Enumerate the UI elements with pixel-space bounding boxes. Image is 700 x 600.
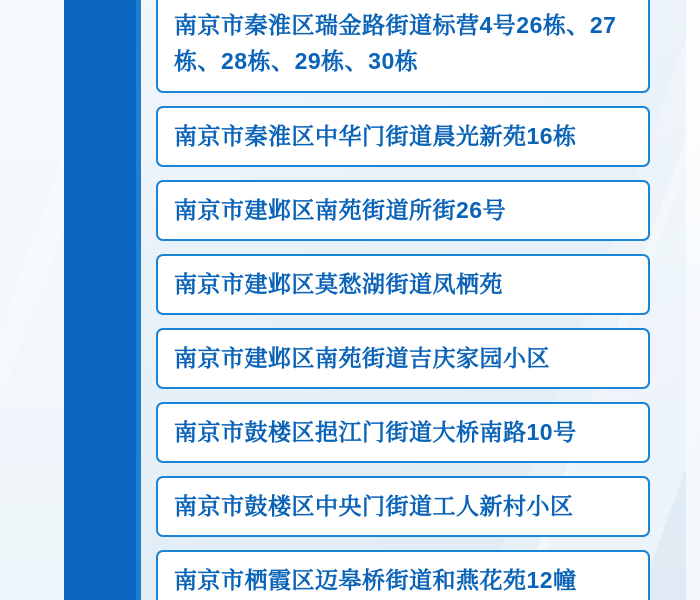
list-item [156,402,650,463]
address-text: 南京市建邺区南苑街道所街26号 [174,197,507,223]
address-text: 南京市鼓楼区挹江门街道大桥南路10号 [174,419,577,445]
right-edge-strip [686,0,700,600]
list-item [156,476,650,537]
left-blue-rail [64,0,136,600]
address-text: 南京市鼓楼区中央门街道工人新村小区 [174,493,574,519]
list-item [156,106,650,167]
address-list [156,0,650,600]
list-item [156,254,650,315]
list-item [156,180,650,241]
list-item [156,0,650,93]
list-item [156,328,650,389]
address-text: 南京市建邺区莫愁湖街道凤栖苑 [174,271,503,297]
left-blue-rail-edge [136,0,141,600]
address-text: 南京市建邺区南苑街道吉庆家园小区 [174,345,550,371]
list-item [156,550,650,600]
address-text: 南京市栖霞区迈皋桥街道和燕花苑12幢 [174,567,577,593]
address-text: 南京市秦淮区瑞金路街道标营4号26栋、27栋、28栋、29栋、30栋 [174,12,617,74]
address-text: 南京市秦淮区中华门街道晨光新苑16栋 [174,123,577,149]
